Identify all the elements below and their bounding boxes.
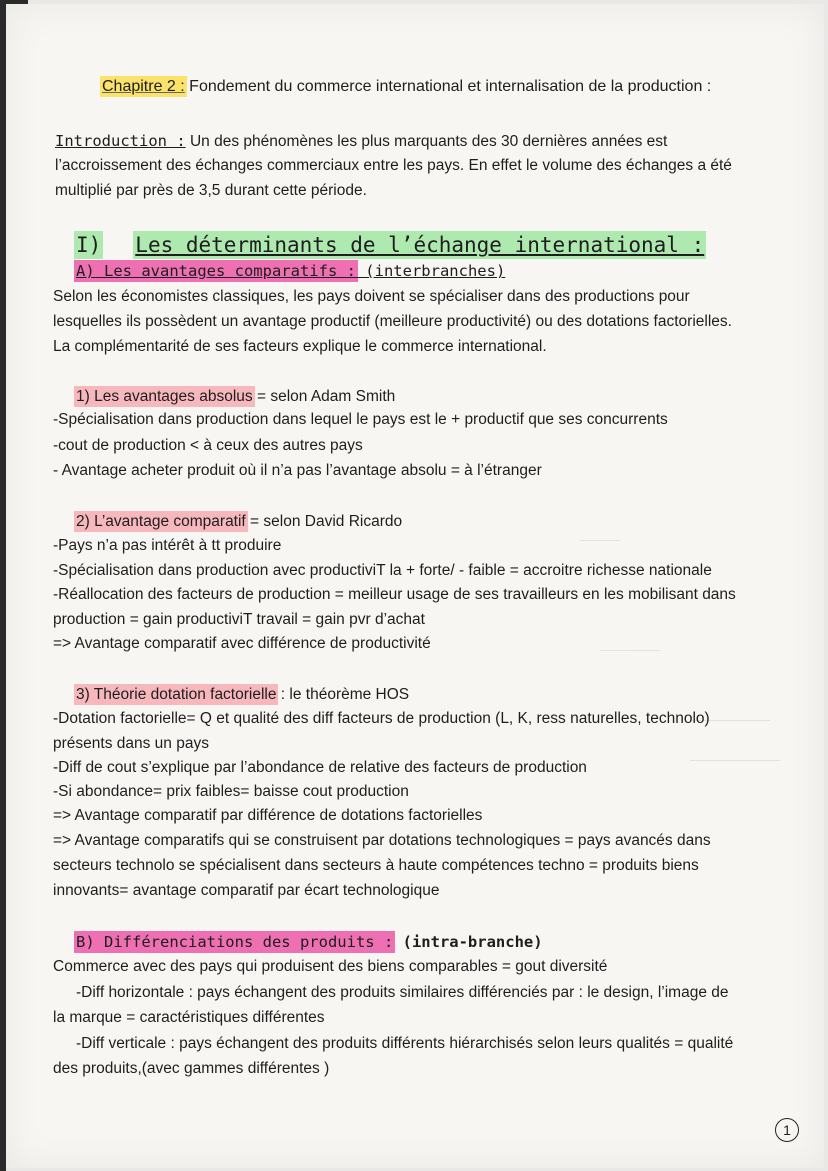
chapter-heading [102, 77, 711, 97]
sectionB-suffix: (intra-branche) [393, 933, 543, 951]
sub3-line-8: innovants= avantage comparatif par écart technologique [53, 882, 440, 899]
sub3-heading [76, 685, 409, 705]
sub3-line-4: -Si abondance= prix faibles= baisse cout production [53, 783, 409, 800]
chapter-title: Fondement du commerce international et internalisation de la production : [184, 78, 712, 95]
sub1-line-1: -Spécialisation dans production dans lequel le pays est le + productif que ses concurrents [53, 411, 668, 428]
sub2-suffix: = selon David Ricardo [245, 513, 403, 530]
sub1-line-2: -cout de production < à ceux des autres pays [53, 437, 363, 454]
sub2-line-1: -Pays n’a pas intérêt à tt produire [53, 537, 282, 554]
sectionA-heading [76, 261, 505, 282]
chapter-label: Chapitre 2 : [102, 78, 185, 95]
sub3-line-5: => Avantage comparatif par différence de dotations factorielles [53, 807, 483, 824]
intro-line-1 [55, 131, 667, 152]
sub3-line-1: -Dotation factorielle= Q et qualité des diff facteurs de production (L, K, ress naturelles, technolo) [53, 710, 710, 727]
page-number: 1 [775, 1118, 799, 1142]
sectionB-heading [76, 932, 543, 953]
part1-title: Les déterminants de l’échange international : [135, 233, 705, 257]
sub1-heading [76, 387, 395, 407]
sub2-line-5: => Avantage comparatif avec différence de productivité [53, 635, 431, 652]
sub3-title: 3) Théorie dotation factorielle [76, 686, 277, 703]
sectionB-line-2: -Diff horizontale : pays échangent des produits similaires différenciés par : le design, l’image de [76, 984, 729, 1001]
sub1-line-3: - Avantage acheter produit où il n’a pas l’avantage absolu = à l’étranger [53, 462, 542, 479]
sub2-line-2: -Spécialisation dans production avec productiviT la + forte/ - faible = accroitre richesse nationale [53, 562, 712, 579]
part1-heading [76, 232, 704, 258]
sub3-line-6: => Avantage comparatifs qui se construisent par dotations technologiques = pays avancés dans [53, 832, 711, 849]
sub1-suffix: = selon Adam Smith [252, 388, 396, 405]
intro-line-3: multiplié par près de 3,5 durant cette période. [55, 182, 367, 199]
intro-line-2: l’accroissement des échanges commerciaux entre les pays. En effet le volume des échanges a été [55, 157, 732, 174]
sub1-title: 1) Les avantages absolus [76, 388, 253, 405]
sectionA-line-1: Selon les économistes classiques, les pays doivent se spécialiser dans des productions pour [53, 288, 690, 305]
sectionA-title: A) Les avantages comparatifs : [76, 262, 356, 280]
part1-number: I) [76, 233, 102, 257]
sub2-line-4: production = gain productiviT travail = gain pvr d’achat [53, 611, 425, 628]
sub3-line-2: présents dans un pays [53, 735, 209, 752]
sectionA-line-2: lesquelles ils possèdent un avantage productif (meilleure productivité) ou des dotations factorielles. [53, 313, 732, 330]
intro-text-1: Un des phénomènes les plus marquants des 30 dernières années est [185, 133, 668, 150]
sectionB-line-4: -Diff verticale : pays échangent des produits différents hiérarchisés selon leurs qualités = qualité [76, 1035, 734, 1052]
sub3-line-7: secteurs technolo se spécialisent dans secteurs à haute compétences techno = produits biens [53, 857, 699, 874]
sectionB-line-1: Commerce avec des pays qui produisent des biens comparables = gout diversité [53, 958, 608, 975]
intro-label: Introduction : [55, 132, 186, 150]
sectionB-line-5: des produits,(avec gammes différentes ) [53, 1060, 330, 1077]
sub3-line-3: -Diff de cout s’explique par l’abondance de relative des facteurs de production [53, 759, 587, 776]
sectionB-line-3: la marque = caractéristiques différentes [53, 1009, 325, 1026]
sectionA-suffix: (interbranches) [355, 262, 506, 280]
sub2-title: 2) L’avantage comparatif [76, 513, 246, 530]
sub2-heading [76, 512, 402, 532]
sectionA-line-3: La complémentarité de ses facteurs explique le commerce international. [53, 338, 547, 355]
sub2-line-3: -Réallocation des facteurs de production = meilleur usage de ses travailleurs en les mobilisant dans [53, 586, 736, 603]
sub3-suffix: : le théorème HOS [276, 686, 410, 703]
sectionB-title: B) Différenciations des produits : [76, 933, 394, 951]
